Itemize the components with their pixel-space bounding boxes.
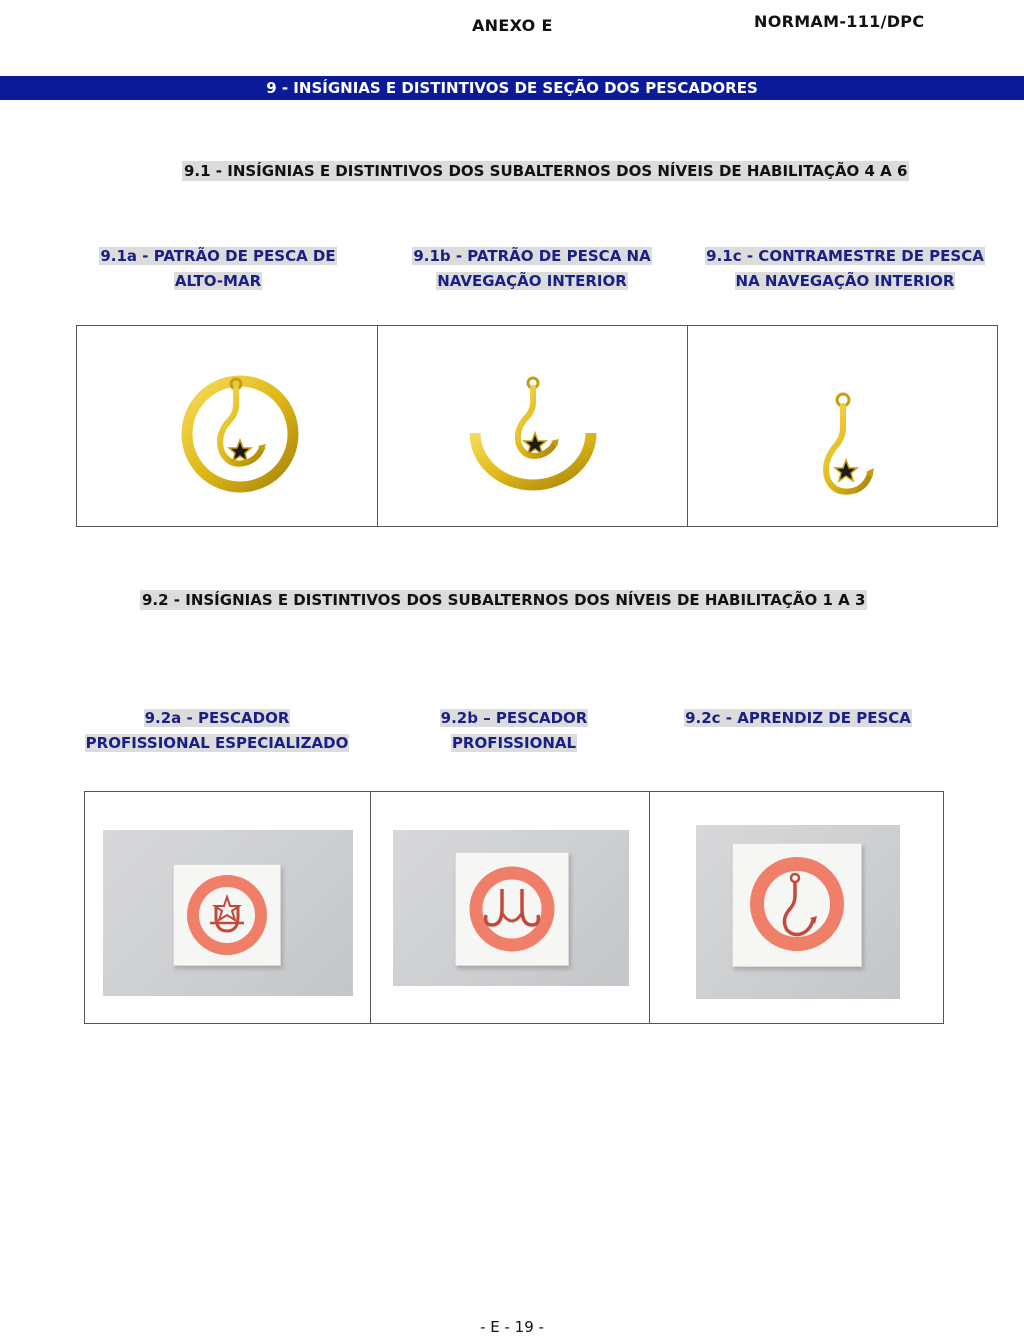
label-9-1b-line2: NAVEGAÇÃO INTERIOR	[437, 272, 627, 290]
patch-9-2a	[173, 864, 281, 966]
cell-9-1c	[688, 326, 997, 526]
label-9-2c-line1: 9.2c - APRENDIZ DE PESCA	[685, 709, 911, 727]
label-9-1b-line1: 9.1b - PATRÃO DE PESCA NA	[413, 247, 651, 265]
patch-photo-9-2c	[696, 825, 900, 999]
document-code: NORMAM-111/DPC	[754, 12, 925, 31]
label-9-2c	[670, 706, 926, 731]
label-9-1a	[78, 244, 358, 294]
label-9-2b-line1: 9.2b – PESCADOR	[440, 709, 588, 727]
cell-9-1b	[378, 326, 688, 526]
cell-9-2a	[85, 792, 371, 1023]
patch-single-hook-icon	[733, 844, 861, 966]
insignia-table-9-2	[84, 791, 944, 1024]
page-number: - E - 19 -	[480, 1318, 544, 1336]
cell-9-2b	[371, 792, 650, 1023]
label-9-2b	[400, 706, 628, 756]
patch-9-2c	[732, 843, 862, 967]
patch-9-2b	[455, 852, 569, 966]
subsection-title-9-1: 9.1 - INSÍGNIAS E DISTINTIVOS DOS SUBALTERNOS DOS NÍVEIS DE HABILITAÇÃO 4 A 6	[184, 162, 908, 180]
subsection-title-9-2: 9.2 - INSÍGNIAS E DISTINTIVOS DOS SUBALTERNOS DOS NÍVEIS DE HABILITAÇÃO 1 A 3	[142, 591, 866, 609]
cell-9-1a	[77, 326, 378, 526]
patch-photo-9-2b	[393, 830, 629, 986]
patch-star-double-hook-icon	[174, 865, 280, 965]
label-9-1b	[382, 244, 682, 294]
patch-double-hook-icon	[456, 853, 568, 965]
annex-label: ANEXO E	[472, 16, 553, 35]
insignia-table-9-1	[76, 325, 998, 527]
cell-9-2c	[650, 792, 943, 1023]
ring-hook-star-insignia-icon	[170, 366, 310, 506]
hook-star-insignia-icon	[808, 386, 888, 506]
label-9-1a-line2: ALTO-MAR	[174, 272, 262, 290]
label-9-1c-line2: NA NAVEGAÇÃO INTERIOR	[735, 272, 955, 290]
section-title-banner: 9 - INSÍGNIAS E DISTINTIVOS DE SEÇÃO DOS PESCADORES	[0, 76, 1024, 100]
label-9-2a	[84, 706, 350, 756]
patch-photo-9-2a	[103, 830, 353, 996]
label-9-2a-line2: PROFISSIONAL ESPECIALIZADO	[85, 734, 349, 752]
label-9-2b-line2: PROFISSIONAL	[451, 734, 577, 752]
label-9-1a-line1: 9.1a - PATRÃO DE PESCA DE	[100, 247, 336, 265]
label-9-1c	[690, 244, 1000, 294]
label-9-2a-line1: 9.2a - PESCADOR	[144, 709, 290, 727]
label-9-1c-line1: 9.1c - CONTRAMESTRE DE PESCA	[706, 247, 984, 265]
half-ring-hook-star-insignia-icon	[463, 371, 603, 501]
